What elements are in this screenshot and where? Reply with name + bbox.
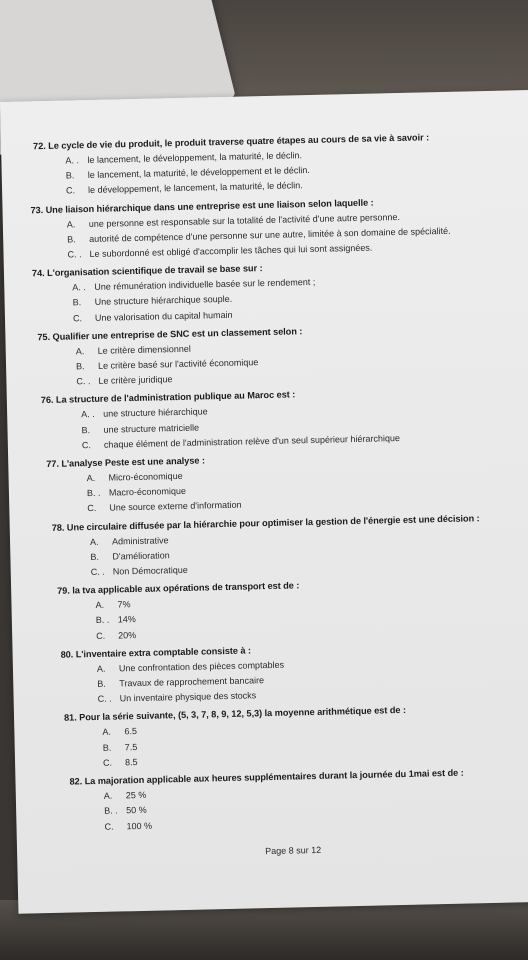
question-block	[34, 637, 525, 709]
question-title: 79. la tva applicable aux opérations de transport est de :	[57, 580, 300, 597]
option-letter: A.	[95, 600, 105, 611]
question-block	[26, 256, 517, 328]
option-text: 50 %	[126, 805, 147, 816]
question-block	[32, 510, 523, 582]
option-letter: A.	[89, 536, 99, 547]
option-text: une personne est responsable sur la totalité de l'activité d'une autre personne.	[88, 211, 401, 229]
option-text: 14%	[117, 614, 136, 625]
option-text: 100 %	[126, 820, 153, 831]
option-text: Micro-économique	[108, 470, 183, 483]
question-block	[33, 574, 524, 646]
option-text: Macro-économique	[108, 486, 187, 498]
option-text: Le subordonné est obligé d'accomplir les tâches qui lui sont assignées.	[89, 242, 373, 260]
question-title: 75. Qualifier une entreprise de SNC est un classement selon :	[37, 326, 303, 343]
question-block	[30, 446, 521, 518]
page-footer: Page 8 sur 12	[265, 844, 322, 857]
question-title: 74. L'organisation scientifique de travail se base sur :	[31, 263, 263, 279]
option-letter: A. .	[65, 155, 80, 166]
question-title: 80. L'inventaire extra comptable consiste à :	[60, 645, 252, 660]
option-text: Travaux de rapprochement bancaire	[119, 675, 265, 689]
question-list	[23, 128, 528, 839]
option-text: Non Démocratique	[112, 564, 188, 577]
option-text: Le critère juridique	[98, 374, 173, 387]
option-letter: B.	[97, 678, 106, 690]
option-letter: A. .	[81, 409, 95, 420]
option-text: Une structure hiérarchique souple.	[94, 294, 233, 308]
option-text: Administrative	[111, 534, 169, 547]
document-page	[0, 90, 528, 914]
option-letter: C. .	[97, 693, 112, 705]
option-text: Le critère basé sur l'activité économique	[97, 357, 259, 371]
option-letter: B.	[67, 234, 76, 245]
option-letter: B.	[81, 424, 91, 435]
question-block	[24, 192, 515, 264]
question-title: 76. La structure de l'administration publique au Maroc est :	[40, 389, 296, 406]
option-text: D'amélioration	[112, 550, 170, 562]
option-letter: C. .	[90, 566, 105, 578]
option-letter: C.	[87, 503, 97, 514]
option-text: 20%	[118, 629, 137, 641]
option-text: Un inventaire physique des stocks	[119, 690, 257, 704]
option-letter: C.	[72, 312, 83, 324]
option-text: 8.5	[124, 756, 138, 768]
option-letter: B.	[90, 551, 100, 562]
option-letter: B.	[102, 742, 112, 753]
option-letter: B. .	[86, 488, 101, 499]
option-letter: A.	[96, 663, 106, 674]
option-letter: B.	[72, 297, 82, 308]
option-letter: C.	[65, 185, 76, 196]
question-title: 78. Une circulaire diffusée par la hiérarchie pour optimiser la gestion de l'énergie est une décision :	[51, 512, 480, 533]
question-block	[27, 319, 518, 391]
option-letter: C.	[102, 757, 113, 768]
option-letter: B.	[75, 361, 85, 372]
question-block	[29, 383, 520, 455]
option-text: 25 %	[125, 789, 147, 801]
option-letter: A. .	[72, 282, 86, 293]
option-letter: C.	[81, 439, 91, 451]
option-text: Le critère dimensionnel	[97, 343, 191, 356]
option-letter: A.	[86, 472, 96, 484]
option-text: Une source externe d'information	[109, 500, 242, 514]
question-block	[36, 701, 527, 773]
option-letter: C.	[104, 821, 114, 832]
option-text: Une rémunération individuelle basée sur le rendement ;	[94, 277, 316, 293]
question-block	[37, 764, 528, 836]
question-title: 81. Pour la série suivante, (5, 3, 7, 8, 9, 12, 5,3) la moyenne arithmétique est de :	[63, 705, 407, 724]
question-title: 72. Le cycle de vie du produit, le produit traverse quatre étapes au cours de sa vie à savoir :	[32, 132, 430, 152]
option-text: le développement, le lancement, la maturité, le déclin.	[87, 180, 303, 196]
option-text: le lancement, le développement, la maturité, le déclin.	[87, 150, 303, 166]
question-title: 73. Une liaison hiérarchique dans une entreprise est une liaison selon laquelle :	[30, 197, 374, 215]
option-letter: C. .	[76, 376, 91, 387]
option-letter: A.	[102, 727, 112, 738]
option-text: 6.5	[124, 726, 138, 737]
question-title: 82. La majoration applicable aux heures supplémentaires durant la journée du 1mai est de :	[69, 767, 464, 787]
option-letter: A.	[103, 790, 113, 801]
option-letter: B.	[65, 170, 75, 181]
option-letter: C. .	[67, 249, 82, 260]
question-block	[23, 128, 514, 200]
option-text: autorité de compétence d'une personne sur une autre, limitée à son domaine de spécialité.	[89, 225, 451, 244]
option-text: 7%	[117, 599, 131, 610]
option-text: Une confrontation des pièces comptables	[118, 659, 285, 674]
option-letter: C.	[96, 630, 106, 641]
option-letter: B. .	[104, 805, 118, 817]
option-text: une structure hiérarchique	[103, 406, 208, 420]
question-title: 77. L'analyse Peste est une analyse :	[46, 455, 206, 470]
option-letter: A.	[66, 218, 76, 230]
option-text: le lancement, la maturité, le développement et le déclin.	[87, 165, 310, 181]
option-letter: B. .	[95, 615, 110, 626]
option-text: 7.5	[124, 741, 138, 753]
option-text: une structure matricielle	[103, 422, 200, 435]
option-text: chaque élément de l'administration relève d'un seul supérieur hiérarchique	[103, 432, 401, 450]
option-text: Une valorisation du capital humain	[94, 309, 233, 323]
option-letter: A.	[75, 345, 85, 357]
